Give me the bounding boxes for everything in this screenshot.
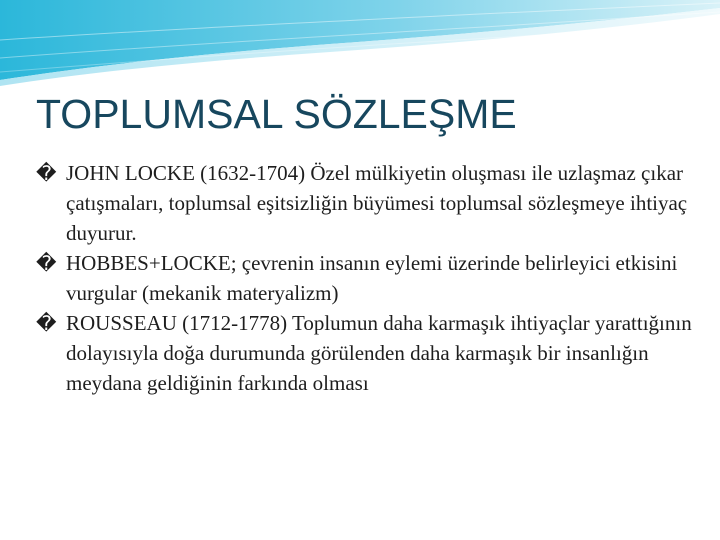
bullet-text: ROUSSEAU (1712-1778) Toplumun daha karmaşık ihtiyaçlar yarattığının dolayısıyla doğa durumunda görülenden daha karmaşık bir insanlığın meydana geldiğinin farkında olması <box>66 311 692 395</box>
bullet-text: HOBBES+LOCKE; çevrenin insanın eylemi üzerinde belirleyici etkisini vurgular (mekanik materyalizm) <box>66 251 678 305</box>
bullet-marker-icon: � <box>36 251 57 275</box>
bullet-item-rousseau <box>36 308 696 398</box>
bullet-list <box>36 158 696 398</box>
bullet-marker-icon: � <box>36 161 57 185</box>
bullet-marker-icon: � <box>36 311 57 335</box>
slide-title: TOPLUMSAL SÖZLEŞME <box>36 91 517 137</box>
bullet-item-hobbes-locke <box>36 248 696 308</box>
bullet-item-locke <box>36 158 696 248</box>
header-wave-decoration <box>0 0 720 90</box>
bullet-text: JOHN LOCKE (1632-1704) Özel mülkiyetin oluşması ile uzlaşmaz çıkar çatışmaları, toplumsal eşitsizliğin büyümesi toplumsal sözleşmeye ihtiyaç duyurur. <box>66 161 688 245</box>
